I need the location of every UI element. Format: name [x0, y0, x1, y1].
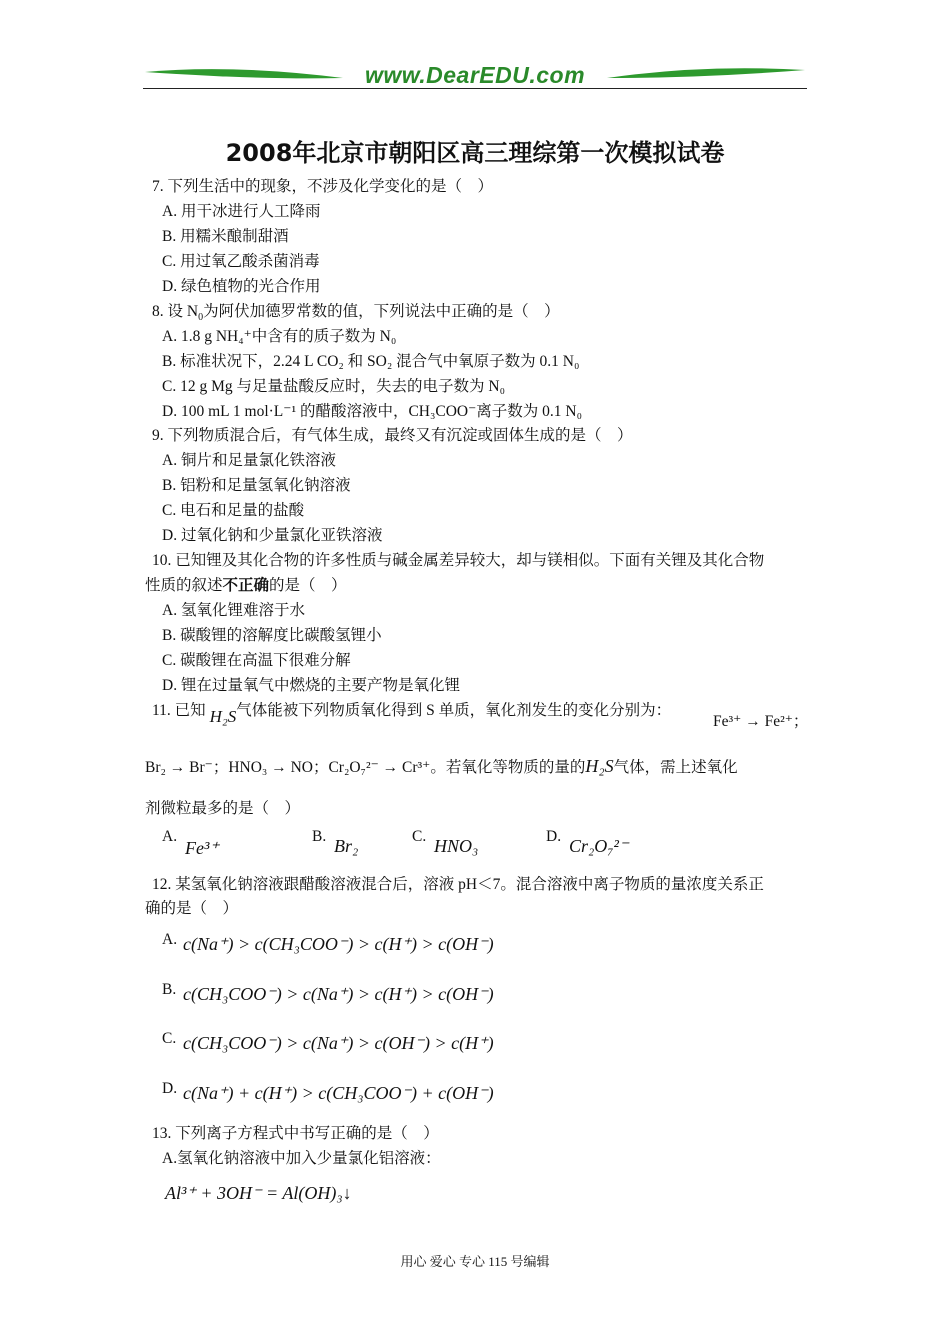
q12-option-c: c(CH₃COO⁻) > c(Na⁺) > c(OH⁻) > c(H⁺): [183, 1033, 494, 1053]
header-rule: [143, 88, 807, 89]
q9-option-a: A. 铜片和足量氯化铁溶液: [162, 452, 336, 469]
q8-stem-pre: 8. 设 N: [152, 303, 199, 320]
q11-option-a: Fe³⁺: [185, 838, 219, 858]
q11-option-a-label: A.: [162, 828, 178, 845]
q12-stem-line2: 确的是（ ）: [145, 900, 239, 917]
q10-option-a: A. 氢氧化锂难溶于水: [162, 602, 305, 619]
q8-stem: [152, 302, 560, 322]
q13-stem: 13. 下列离子方程式中书写正确的是（ ）: [152, 1125, 439, 1142]
page-footer: 用心 爱心 专心 115 号编辑: [400, 1254, 550, 1269]
q10-option-d: D. 锂在过量氧气中燃烧的主要产物是氧化锂: [162, 677, 460, 694]
q8-option-b: B. 标准状况下，2.24 L CO₂ 和 SO₂ 混合气中氧原子数为 0.1 N₀: [162, 353, 580, 370]
q7-option-c: C. 用过氧乙酸杀菌消毒: [162, 253, 320, 270]
q11-option-d-label: D.: [546, 828, 562, 845]
q11-stem-post: 气体能被下列物质氧化得到 S 单质，氧化剂发生的变化分别为：: [236, 702, 672, 719]
q10-option-c: C. 碳酸锂在高温下很难分解: [162, 652, 351, 669]
q13-equation: Al³⁺ + 3OH⁻ = Al(OH)₃↓: [165, 1183, 352, 1203]
q11-stem-pre: 11. 已知: [152, 702, 206, 719]
q8-option-d: D. 100 mL 1 mol·L⁻¹ 的醋酸溶液中，CH₃COO⁻离子数为 0.1 N₀: [162, 403, 583, 420]
q11-stem-line1: [152, 700, 672, 726]
q8-stem-post: 为阿伏加德罗常数的值，下列说法中正确的是（ ）: [203, 303, 560, 320]
q12-option-b: c(CH₃COO⁻) > c(Na⁺) > c(H⁺) > c(OH⁻): [183, 984, 494, 1004]
q11-option-c: HNO₃: [434, 836, 479, 856]
q11-line2-text: Br₂ → Br⁻；HNO₃ → NO；Cr₂O₇²⁻ → Cr³⁺。若氧化等物质的量的: [145, 759, 586, 776]
q10-option-b: B. 碳酸锂的溶解度比碳酸氢锂小: [162, 627, 382, 644]
page-title: 2008年北京市朝阳区高三理综第一次模拟试卷: [225, 139, 725, 167]
q11-line2-post: 气体，需上述氧化: [613, 759, 738, 776]
q11-stem-line3: 剂微粒最多的是（ ）: [145, 800, 301, 817]
q11-option-b: Br₂: [334, 836, 359, 856]
q10-stem2-post: 的是（ ）: [269, 577, 347, 594]
q12-option-a: c(Na⁺) > c(CH₃COO⁻) > c(H⁺) > c(OH⁻): [183, 934, 494, 954]
q8-option-a: A. 1.8 g NH₄⁺中含有的质子数为 N₀: [162, 328, 397, 345]
q8-stem-sub: 0: [198, 312, 204, 324]
q12-stem-line1: 12. 某氢氧化钠溶液跟醋酸溶液混合后，溶液 pH＜7。混合溶液中离子物质的量浓度关系正: [152, 876, 764, 893]
q10-stem-line1: 10. 已知锂及其化合物的许多性质与碱金属差异较大，却与镁相似。下面有关锂及其化合物: [152, 552, 765, 569]
q9-option-d: D. 过氧化钠和少量氯化亚铁溶液: [162, 527, 383, 544]
q8-option-c: C. 12 g Mg 与足量盐酸反应时，失去的电子数为 N₀: [162, 378, 505, 395]
q11-fe-change: Fe³⁺ → Fe²⁺；: [713, 713, 809, 730]
q9-stem: 9. 下列物质混合后，有气体生成，最终又有沉淀或固体生成的是（ ）: [152, 427, 633, 444]
q11-option-c-label: C.: [412, 828, 427, 845]
q7-stem: 7. 下列生活中的现象，不涉及化学变化的是（ ）: [152, 178, 494, 195]
q7-option-b: B. 用糯米酿制甜酒: [162, 228, 289, 245]
q11-formula-h2s: H₂S: [209, 707, 237, 726]
q11-stem-line2: [145, 756, 738, 778]
q10-stem2-pre: 性质的叙述: [145, 577, 223, 594]
q11-formula-h2s-2: H₂S: [585, 756, 614, 776]
q12-option-c-label: C.: [162, 1030, 177, 1047]
q7-option-d: D. 绿色植物的光合作用: [162, 278, 321, 295]
q9-option-c: C. 电石和足量的盐酸: [162, 502, 305, 519]
q7-option-a: A. 用干冰进行人工降雨: [162, 203, 321, 220]
q12-option-d: c(Na⁺) + c(H⁺) > c(CH₃COO⁻) + c(OH⁻): [183, 1083, 494, 1103]
q11-option-d: Cr₂O₇²⁻: [569, 836, 629, 856]
q12-option-d-label: D.: [162, 1080, 178, 1097]
q10-stem-line2: [145, 576, 347, 596]
q12-option-b-label: B.: [162, 981, 177, 998]
q11-option-b-label: B.: [312, 828, 327, 845]
q12-option-a-label: A.: [162, 931, 178, 948]
q10-emphasis: 不正确: [222, 577, 270, 594]
q13-option-a: A.氢氧化钠溶液中加入少量氯化铝溶液：: [162, 1150, 441, 1167]
q9-option-b: B. 铝粉和足量氢氧化钠溶液: [162, 477, 351, 494]
site-name: www.DearEDU.com: [364, 62, 586, 88]
site-header: [143, 60, 807, 94]
